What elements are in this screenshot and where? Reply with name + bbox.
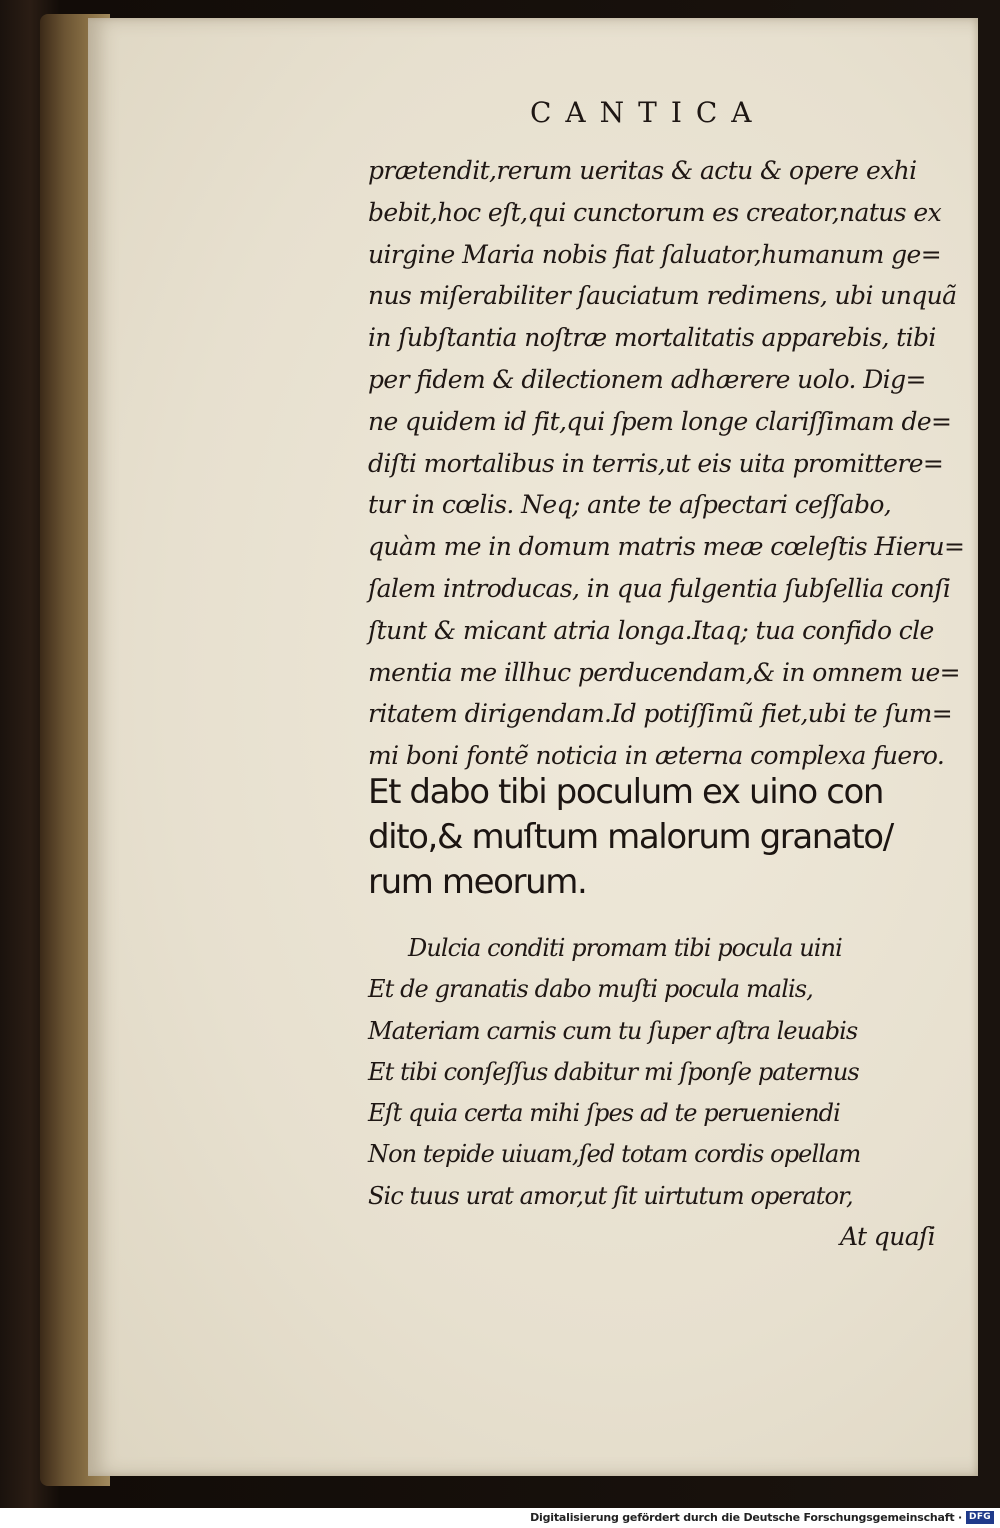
prose-line: mentia me illhuc perducendam,& in omnem ue= <box>368 657 960 687</box>
poem-line: Dulcia conditi promam tibi pocula uini <box>408 934 842 962</box>
funding-notice: Digitalisierung gefördert durch die Deutsche Forschungsgemeinschaft · <box>530 1511 962 1524</box>
prose-line: ritatem dirigendam.Id potiſſimũ fiet,ubi te ſum= <box>368 699 953 729</box>
prose-block <box>368 150 965 777</box>
dfg-logo: DFG <box>966 1511 994 1524</box>
poem-line: Materiam carnis cum tu ſuper aſtra leuabis <box>368 1016 858 1045</box>
prose-line: nus miſerabiliter ſauciatum redimens, ubi unquã <box>368 281 957 311</box>
prose-line: uirgine Maria nobis fiat ſaluator,humanum ge= <box>368 239 942 269</box>
prose-line: mi boni fontẽ noticia in æterna complexa fuero. <box>368 741 945 771</box>
poem-line: Sic tuus urat amor,ut ſit uirtutum operator, <box>368 1181 853 1210</box>
poem-line: Non tepide uiuam,ſed totam cordis opellam <box>368 1140 861 1169</box>
verse-heading-line: Et dabo tibi poculum ex uino con <box>368 772 884 812</box>
prose-line: prætendit,rerum ueritas & actu & opere exhi <box>368 156 917 185</box>
prose-line: per fidem & dilectionem adhærere uolo. Dig= <box>368 364 926 394</box>
poem-line: Et de granatis dabo muſti pocula malis, <box>368 975 813 1004</box>
catchword: At quaſi <box>840 1222 936 1251</box>
prose-line: tur in cœlis. Neq; ante te aſpectari ceſſabo, <box>368 490 892 520</box>
poem-line: Eſt quia certa mihi ſpes ad te perueniendi <box>368 1099 840 1128</box>
prose-line: bebit,hoc eſt,qui cunctorum es creator,natus ex <box>368 197 942 227</box>
poem-block <box>368 928 948 1217</box>
verse-heading-line: rum meorum. <box>368 862 587 902</box>
prose-line: diſti mortalibus in terris,ut eis uita promittere= <box>368 448 944 478</box>
running-head: CANTICA <box>530 96 766 129</box>
prose-line: ſalem introducas, in qua fulgentia ſubſellia conſi <box>368 573 951 603</box>
poem-line: Et tibi conſeſſus dabitur mi ſponſe paternus <box>368 1057 859 1086</box>
verse-heading <box>368 770 948 905</box>
prose-line: ſtunt & micant atria longa.Itaq; tua confido cle <box>368 615 934 645</box>
prose-line: ne quidem id fit,qui ſpem longe clariſſimam de= <box>368 406 952 436</box>
prose-line: in ſubſtantia noſtræ mortalitatis apparebis, tibi <box>368 323 936 353</box>
verse-heading-line: dito,& muſtum malorum granato/ <box>368 817 893 857</box>
footer-bar <box>0 1508 1000 1528</box>
prose-line: quàm me in domum matris meæ cœleſtis Hieru= <box>368 532 965 562</box>
